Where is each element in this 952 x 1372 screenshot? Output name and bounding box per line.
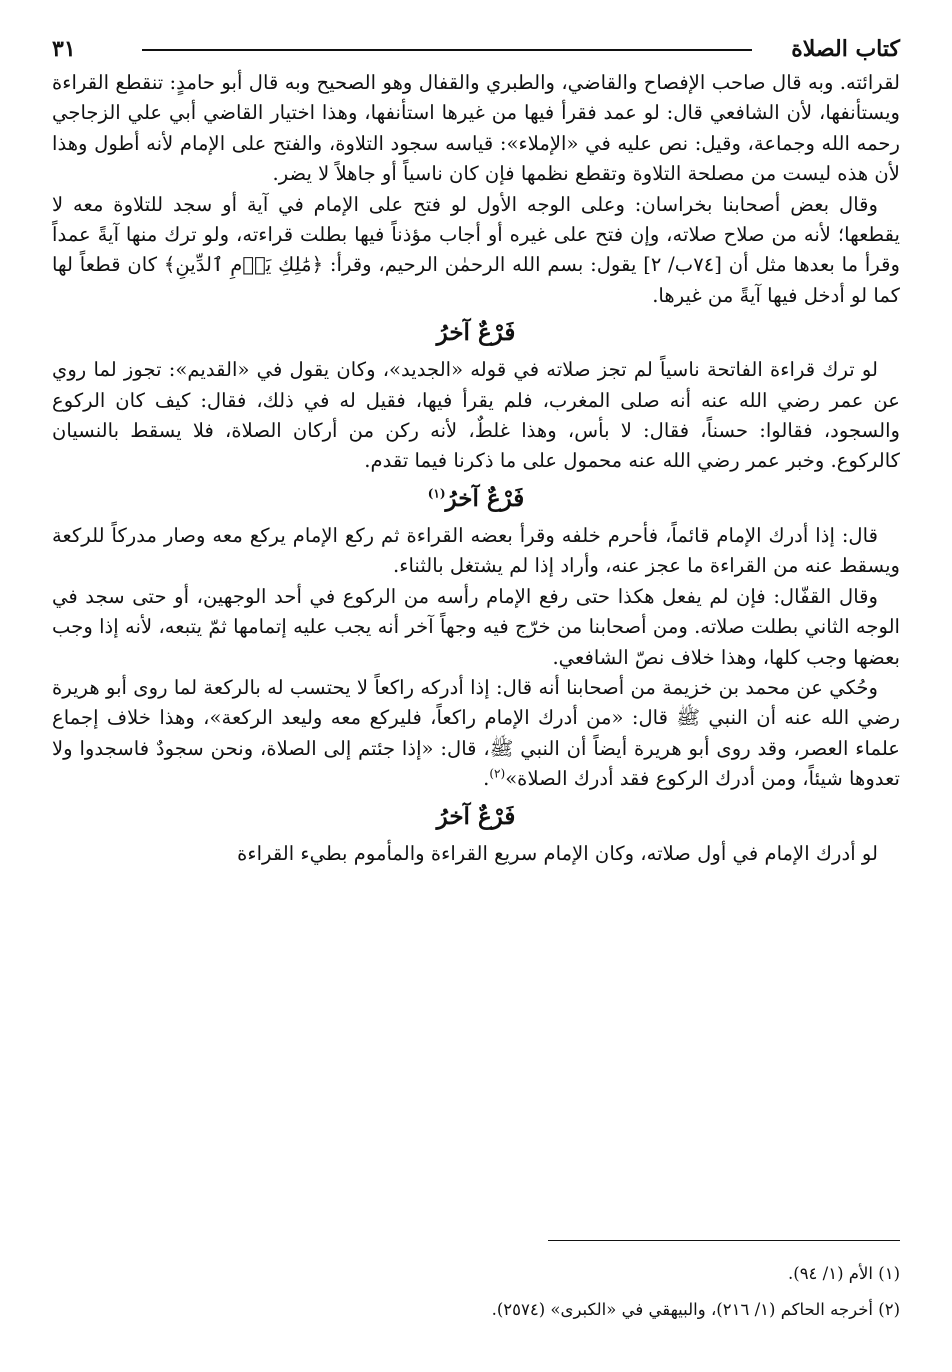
section-heading-1: فَرْعٌ آخرُ [436, 319, 516, 347]
section-heading-2-text: فَرْعٌ آخرُ [445, 484, 525, 512]
footnote-ref-2: (٢) [489, 766, 506, 781]
paragraph-6-text: وحُكي عن محمد بن خزيمة من أصحابنا أنه قال: إذا أدركه راكعاً لا يحتسب له بالركعة لما روى أبو هريرة رضي الله عنه أن النبي ﷺ قال: «من أدرك الإمام راكعاً، فليركع معه وليعد الركعة»، وهذا خلاف إجماع علماء العصر، وقد روى أبو هريرة أيضاً أن النبي ﷺ، قال: «إذا جئتم إلى الصلاة، ونحن سجودٌ فاسجدوا ولا تعدوها شيئاً، ومن أدرك الركوع فقد أدرك الصلاة» [52, 675, 900, 791]
paragraph-5: وقال القفّال: فإن لم يفعل هكذا حتى رفع الإمام رأسه من الركوع في أحد الوجهين، أو حتى سجد في الوجه الثاني بطلت صلاته. ومن أصحابنا من خرّج فيه وجهاً آخر أنه يجب عليه إتمامها ثمّ يتبعه، لأنه إذا وجب بعضها وجب كلها، وهذا خلاف نصّ الشافعي. [52, 584, 900, 669]
paragraph-6-end: . [483, 767, 490, 791]
header-rule [142, 49, 752, 51]
page-header [52, 34, 900, 68]
section-heading-3: فَرْعٌ آخرُ [436, 802, 516, 830]
footnotes [52, 1256, 900, 1328]
footnote-2: (٢) أخرجه الحاكم (١/ ٢١٦)، والبيهقي في «الكبرى» (٢٥٧٤). [491, 1300, 900, 1319]
page-number: ٣١ [52, 36, 76, 62]
paragraph-1: لقرائته. وبه قال صاحب الإفصاح والقاضي، والطبري والقفال وهو الصحيح وبه قال أبو حامدٍ: تنقطع القراءة ويستأنفها، لأن الشافعي قال: لو عمد فقرأ فيها من غيرها استأنفها، وهذا اختيار القاضي أبي علي الزجاجي رحمه الله وجماعة، وقيل: نص عليه في «الإملاء»: قياسه سجود التلاوة، والفتح على الإمام لأنه أطول وهذا لأن هذه ليست من مصلحة التلاوة وتقطع نظمها فإن كان ناسياً أو جاهلاً لا يضر. [52, 71, 900, 186]
book-page [52, 34, 901, 1319]
footnote-rule [548, 1240, 900, 1241]
paragraph-2: وقال بعض أصحابنا بخراسان: وعلى الوجه الأول لو فتح على الإمام في آية أو سجد للتلاوة معه لا يقطعها؛ لأنه من صلاح صلاته، وإن فتح على غيره أو أجاب مؤذناً فيها بطلت قراءته، ولو ترك منها آيةً عمداً وقرأ ما بعدها مثل أن [٧٤ب/ ٢] يقول: بسم الله الرحمٰن الرحيم، وقرأ: ﴿مَٰلِكِ يَوۡمِ ٱلدِّينِ﴾ كان قطعاً لها كما لو أدخل فيها آيةً من غيرها. [52, 192, 901, 307]
running-title: كتاب الصلاة [791, 36, 900, 62]
paragraph-7: لو أدرك الإمام في أول صلاته، وكان الإمام سريع القراءة والمأموم بطيء القراءة [237, 841, 878, 865]
paragraph-4: قال: إذا أدرك الإمام قائماً، فأحرم خلفه وقرأ بعضه القراءة ثم ركع الإمام يركع معه وصار مدركاً للركعة ويسقط عنه من القراءة ما عجز عنه، وأراد إذا لم يشتغل بالثناء. [52, 523, 900, 578]
paragraph-3: لو ترك قراءة الفاتحة ناسياً لم تجز صلاته في قوله «الجديد»، وكان يقول في «القديم»: تجوز لما روي عن عمر رضي الله عنه أنه صلى المغرب، فلم يقرأ فيها، فقيل له في ذلك، فقال: كيف كان الركوع والسجود، فقالوا: حسناً، فقال: لا بأس، وهذا غلطٌ، لأنه ركن من أركان الصلاة، فلا يسقط بالنسيان كالركوع. وخبر عمر رضي الله عنه محمول على ما ذكرنا فيما تقدم. [52, 358, 900, 473]
section-heading-2 [52, 477, 900, 521]
paragraph-6 [52, 673, 900, 795]
footnote-1: (١) الأم (١/ ٩٤). [788, 1264, 900, 1283]
footnote-ref-1: (١) [427, 486, 446, 501]
